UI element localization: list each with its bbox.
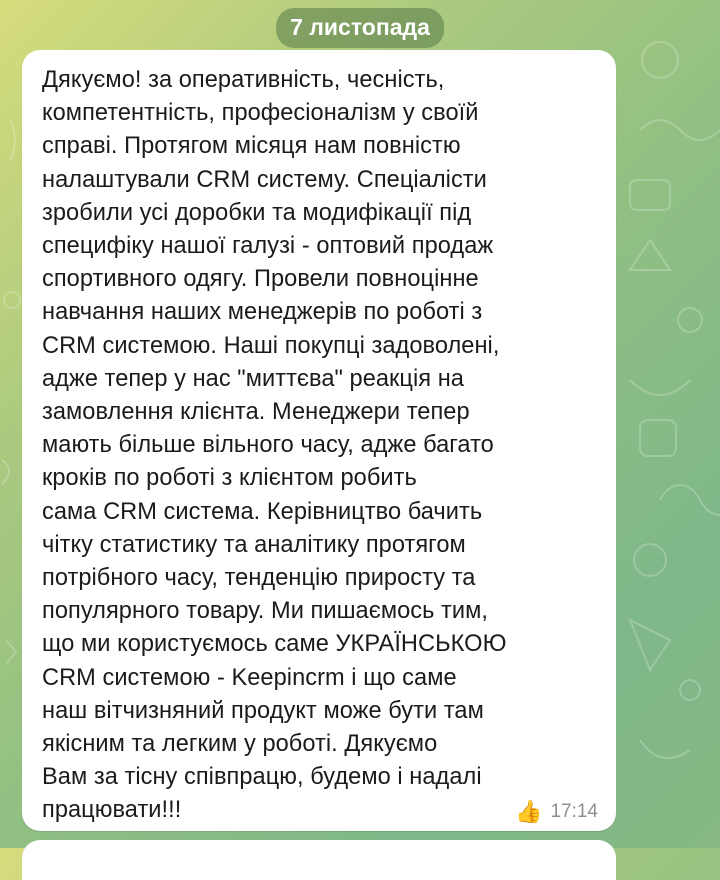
message-time: 17:14 (550, 801, 598, 822)
message-meta (515, 801, 598, 823)
date-separator-chip: 7 листопада (276, 8, 444, 48)
message-bubble[interactable] (22, 50, 616, 831)
next-message-bubble-partial[interactable] (22, 840, 616, 880)
thumbs-up-reaction-icon[interactable]: 👍 (515, 799, 543, 824)
message-text: Дякуємо! за оперативність, чесність, компетентність, професіоналізм у своїй справі. Протягом місяця нам повністю налаштували CRM систему. Спеціалісти зробили усі доробки та модифікації під специфіку нашої галузі - оптовий продаж спортивного одягу. Провели повноцінне навчання наших менеджерів по роботі з CRM системою. Наші покупці задоволені, адже тепер у нас "миттєва" реакція на замовлення клієнта. Менеджери тепер мають більше вільного часу, адже багато кроків по роботі з клієнтом робить сама CRM система. Керівництво бачить чітку статистику та аналітику протягом потрібного часу, тенденцію приросту та популярного товару. Ми пишаємось тим, що ми користуємось саме УКРАЇНСЬКОЮ CRM системою - Keepincrm і що саме наш вітчизняний продукт може бути там якісним та легким у роботі. Дякуємо Вам за тісну співпрацю, будемо і надалі працювати!!! (42, 67, 507, 824)
